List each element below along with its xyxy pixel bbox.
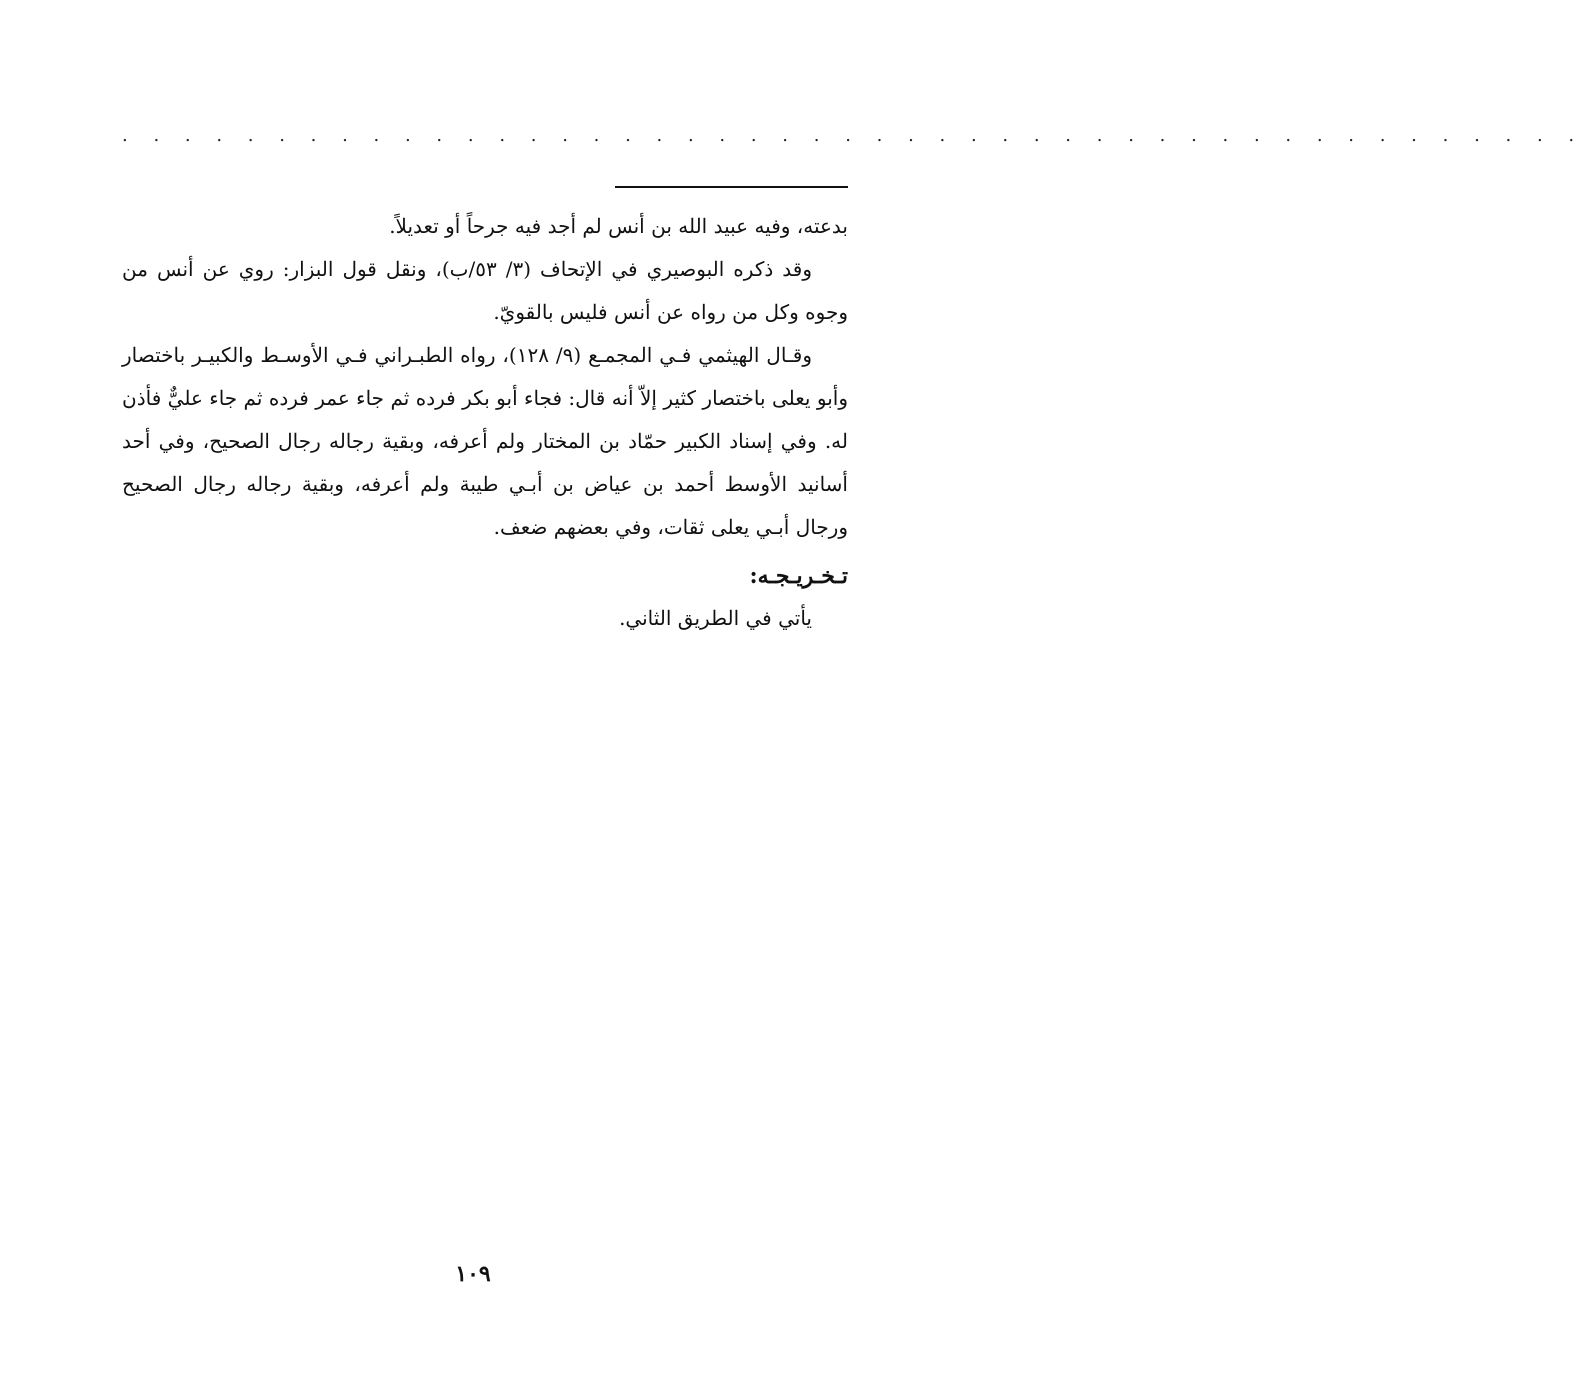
takhrij-text: يأتي في الطريق الثاني. [619,606,812,630]
takhrij-heading: تـخـريـجـه: [749,563,848,589]
footnote-text-block [122,205,848,549]
footnote-paragraph-2: وقد ذكره البوصيري في الإتحاف (٣/ ٥٣/ب)، ونقل قول البزار: روي عن أنس من وجوه وكل من رواه عن أنس فليس بالقويّ. [122,257,848,324]
dotted-separator: . . . . . . . . . . . . . . . . . . . . . . . . . . . . . . . . . . . . . . . . . . . . . . . [122,125,1584,146]
footnote-paragraph-1: بدعته، وفيه عبيد الله بن أنس لم أجد فيه جرحاً أو تعديلاً. [389,214,848,238]
footnote-paragraph-3: وقـال الهيثمي فـي المجمـع (٩/ ١٢٨)، رواه الطبـراني فـي الأوسـط والكبيـر باختصار وأبو يعلى باختصار كثير إلاّ أنه قال: فجاء أبو بكر فرده ثم جاء عمر فرده ثم جاء عليٌّ فأذن له. وفي إسناد الكبير حمّاد بن المختار ولم أعرفه، وبقية رجاله رجال الصحيح، وفي أحد أسانيد الأوسط أحمد بن عياض بن أبـي طيبة ولم أعرفه، وبقية رجاله رجال الصحيح ورجال أبـي يعلى ثقات، وفي بعضهم ضعف. [122,343,848,539]
footnote-separator-line [615,186,848,188]
page-number: ١٠٩ [455,1261,491,1287]
